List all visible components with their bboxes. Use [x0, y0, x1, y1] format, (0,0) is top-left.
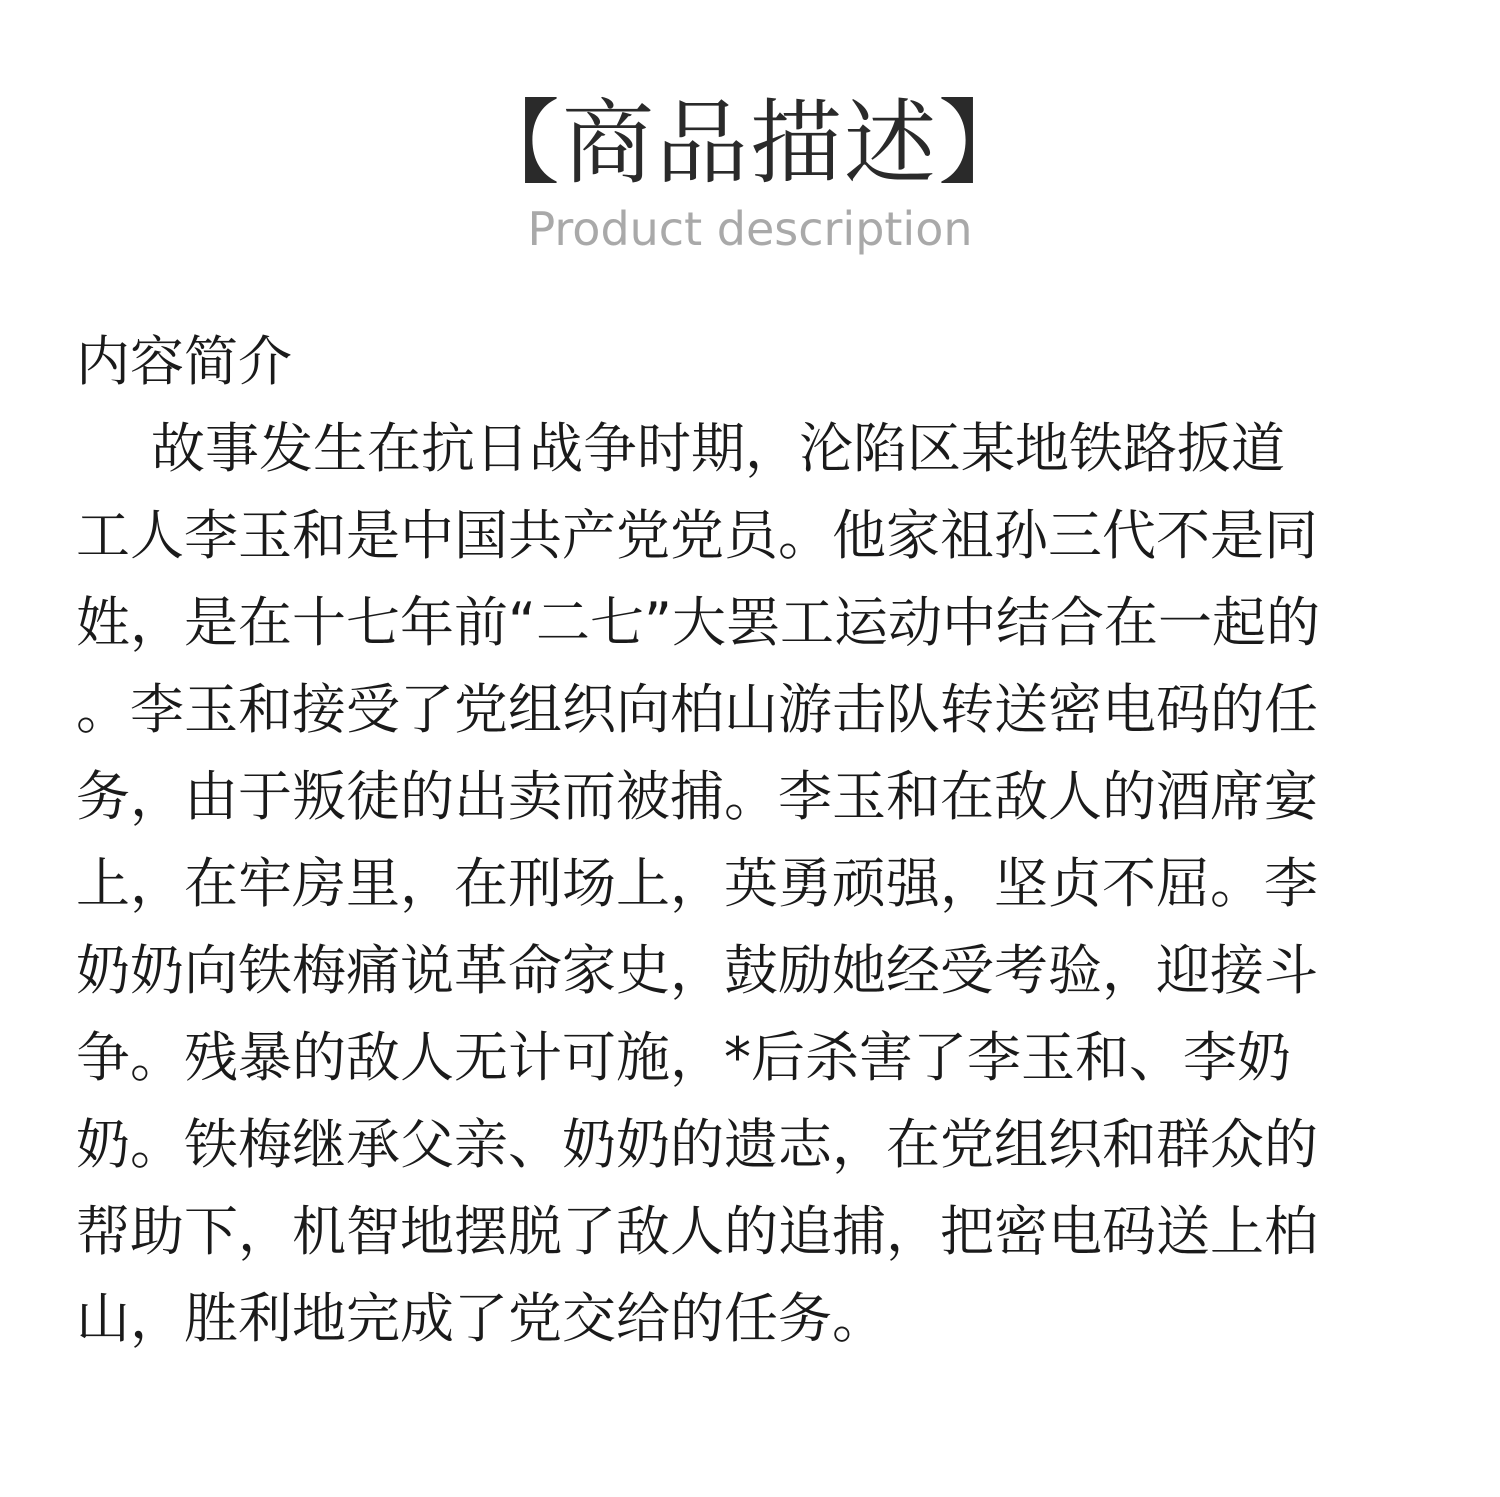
text-line: 姓，是在十七年前“二七”大罢工运动中结合在一起的 [76, 591, 1320, 654]
text-line: 上，在牢房里，在刑场上，英勇顽强，坚贞不屈。李 [76, 852, 1318, 915]
page-title: 【商品描述】 [467, 90, 1032, 197]
text-line: 奶。铁梅继承父亲、奶奶的遗志，在党组织和群众的 [76, 1113, 1318, 1176]
text-line: 。李玉和接受了党组织向柏山游击队转送密电码的任 [76, 678, 1318, 741]
content-section [76, 318, 1426, 1362]
description-paragraph [76, 405, 1426, 1362]
page-header [0, 88, 1500, 256]
text-line: 帮助下，机智地摆脱了敌人的追捕，把密电码送上柏 [76, 1200, 1318, 1263]
text-line: 务，由于叛徒的出卖而被捕。李玉和在敌人的酒席宴 [76, 765, 1318, 828]
text-line: 故事发生在抗日战争时期，沦陷区某地铁路扳道 [151, 417, 1285, 480]
section-heading: 内容简介 [76, 330, 292, 393]
text-line: 山，胜利地完成了党交给的任务。 [76, 1287, 886, 1350]
text-line: 争。残暴的敌人无计可施，*后杀害了李玉和、李奶 [76, 1026, 1291, 1089]
text-line: 奶奶向铁梅痛说革命家史，鼓励她经受考验，迎接斗 [76, 939, 1318, 1002]
text-line: 工人李玉和是中国共产党党员。他家祖孙三代不是同 [76, 504, 1318, 567]
page-subtitle: Product description [527, 202, 973, 256]
